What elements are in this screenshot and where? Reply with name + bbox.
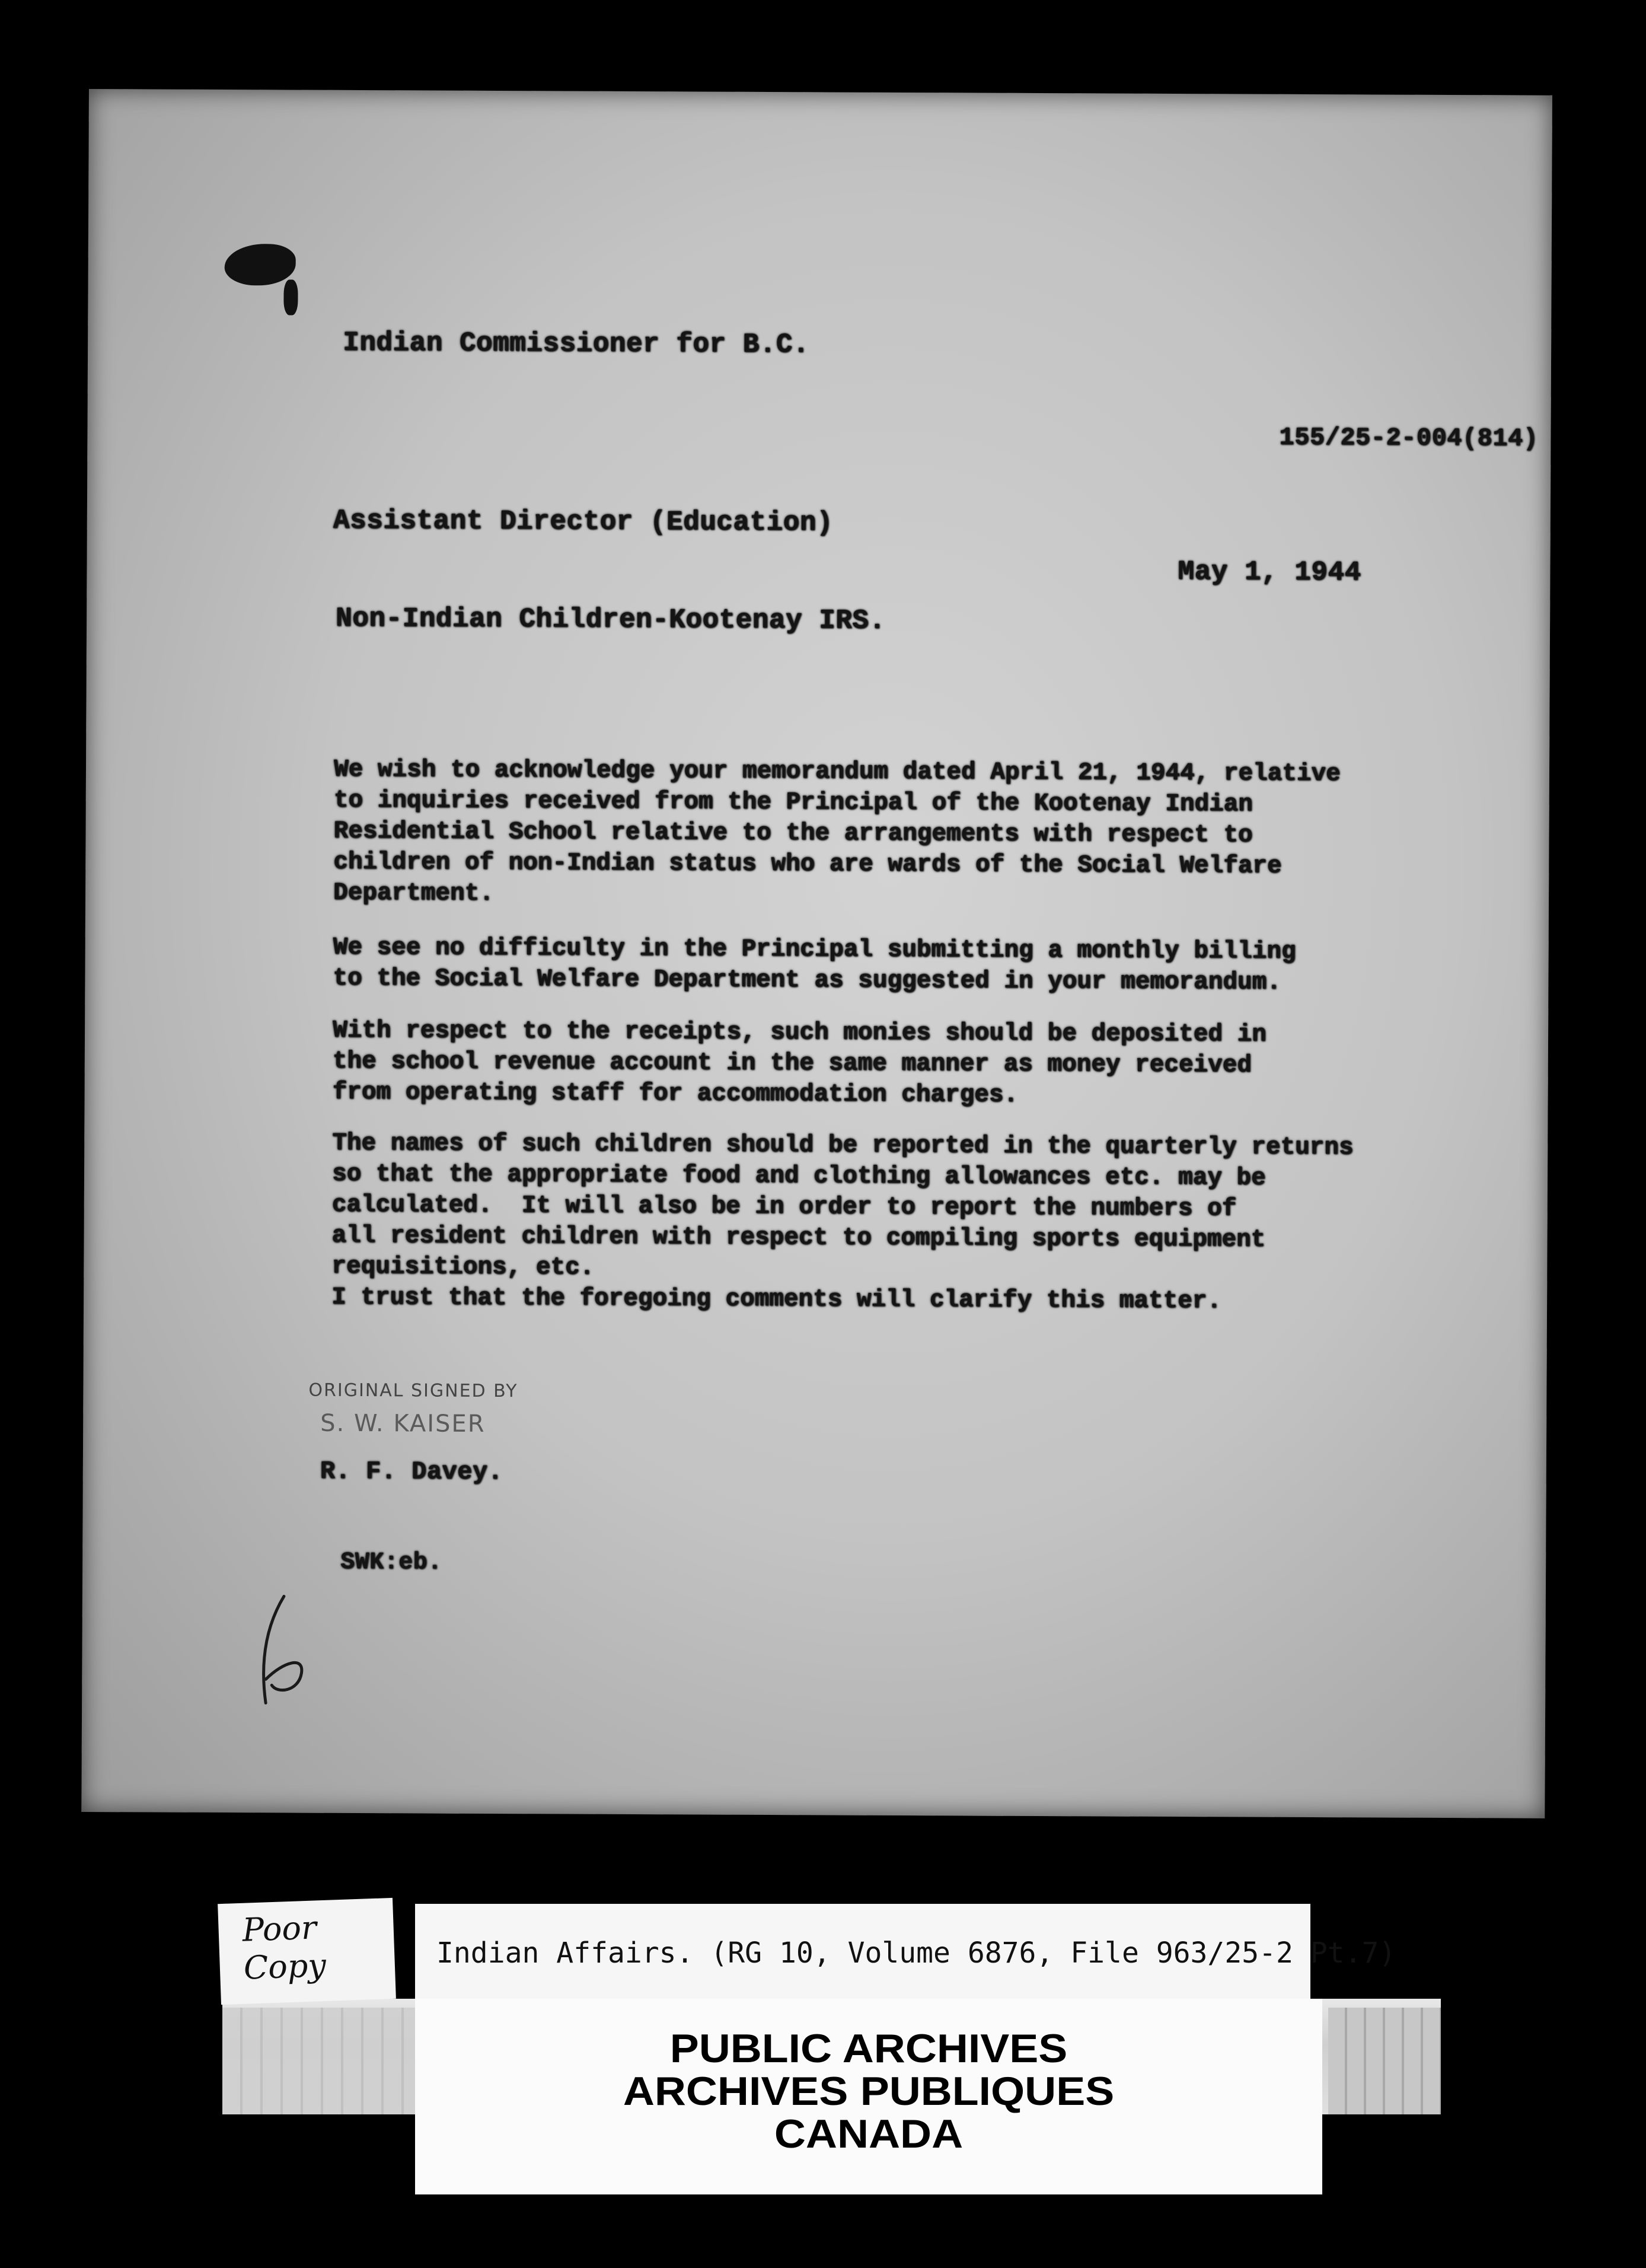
body-paragraph-4: The names of such children should be reported in the quarterly returns so that the appropriate food and clothing allowances etc. may be calculated. It will also be in order to report the numbers of all resident children with respect to compiling sports equipment requisitions, etc. xyxy=(331,1129,1354,1282)
subject-line: Non-Indian Children-Kootenay IRS. xyxy=(335,603,886,636)
body-paragraph-3: With respect to the receipts, such monies should be deposited in the school revenue account in the same manner as money received from operating staff for accommodation charges. xyxy=(332,1017,1267,1109)
body-paragraph-1: We wish to acknowledge your memorandum dated April 21, 1944, relative to inquiries received from the Principal of the Kootenay Indian Residential School relative to the arrangements with respect to children of non-Indian status who are wards of the Social Welfare Department. xyxy=(333,756,1341,907)
handwritten-initial-mark xyxy=(248,1590,314,1715)
public-archives-label xyxy=(415,1999,1322,2194)
body-paragraph-2: We see no difficulty in the Principal submitting a monthly billing to the Social Welfare Department as suggested in your memorandum. xyxy=(333,934,1296,996)
archive-line-2: ARCHIVES PUBLIQUES xyxy=(623,2069,1115,2114)
file-reference: 155/25-2-004(814) xyxy=(1279,423,1539,453)
sender-line: Assistant Director (Education) xyxy=(333,505,834,539)
body-paragraph-5: I trust that the foregoing comments will clarify this matter. xyxy=(331,1283,1222,1315)
archive-line-1: PUBLIC ARCHIVES xyxy=(669,2026,1068,2071)
signer-stamp: S. W. KAISER xyxy=(320,1409,486,1438)
archive-reference-label: Indian Affairs. (RG 10, Volume 6876, File 963/25-2 Pt.7) xyxy=(415,1904,1310,2002)
letter-date: May 1, 1944 xyxy=(1178,556,1361,588)
letter-page xyxy=(81,89,1552,1818)
poor-copy-label xyxy=(218,1898,396,2005)
poor-copy-line-2: Copy xyxy=(243,1946,327,1987)
punch-hole xyxy=(225,244,296,286)
signatory-name: R. F. Davey. xyxy=(320,1457,503,1487)
original-signed-stamp: ORIGINAL SIGNED BY xyxy=(308,1380,518,1402)
typist-initials: SWK:eb. xyxy=(340,1549,442,1576)
archive-line-3: CANADA xyxy=(774,2111,964,2156)
recipient-line: Indian Commissioner for B.C. xyxy=(343,327,810,361)
poor-copy-line-1: Poor xyxy=(241,1909,317,1949)
punch-hole-tear xyxy=(283,279,298,315)
